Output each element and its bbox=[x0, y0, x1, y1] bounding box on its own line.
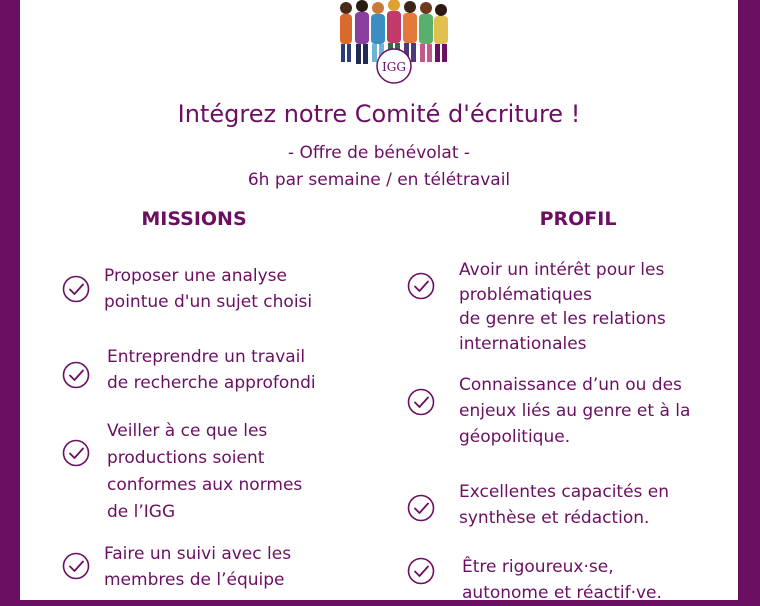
check-circle-icon bbox=[62, 275, 90, 303]
mission-text: Faire un suivi avec les membres de l’équipe bbox=[104, 544, 292, 590]
profil-text: Connaissance d’un ou des enjeux liés au genre et à la géopolitique. bbox=[459, 375, 691, 447]
logo-text: IGG bbox=[382, 60, 406, 74]
page-title: Intégrez notre Comité d'écriture ! bbox=[177, 100, 581, 128]
check-circle-icon bbox=[407, 557, 435, 585]
check-circle-icon bbox=[407, 272, 435, 300]
schedule-subtitle: 6h par semaine / en télétravail bbox=[247, 170, 511, 190]
check-circle-icon bbox=[62, 361, 90, 389]
missions-heading: MISSIONS bbox=[141, 208, 247, 230]
check-circle-icon bbox=[62, 439, 90, 467]
profil-text: Excellentes capacités en synthèse et rédaction. bbox=[459, 482, 670, 528]
check-circle-icon bbox=[407, 494, 435, 522]
flyer-card bbox=[20, 0, 738, 603]
profil-heading: PROFIL bbox=[539, 208, 617, 230]
profil-text: Avoir un intérêt pour les problématiques de genre et les relations internationales bbox=[459, 260, 666, 354]
profil-text: Être rigoureux·se, autonome et réactif·ve. bbox=[462, 557, 662, 603]
igg-logo bbox=[328, 0, 460, 86]
mission-text: Proposer une analyse pointue d'un sujet choisi bbox=[104, 266, 313, 312]
mission-text: Veiller à ce que les productions soient conformes aux normes de l’IGG bbox=[107, 421, 303, 522]
check-circle-icon bbox=[62, 552, 90, 580]
offer-subtitle: - Offre de bénévolat - bbox=[287, 143, 471, 163]
mission-text: Entreprendre un travail de recherche approfondi bbox=[107, 347, 316, 393]
check-circle-icon bbox=[407, 388, 435, 416]
